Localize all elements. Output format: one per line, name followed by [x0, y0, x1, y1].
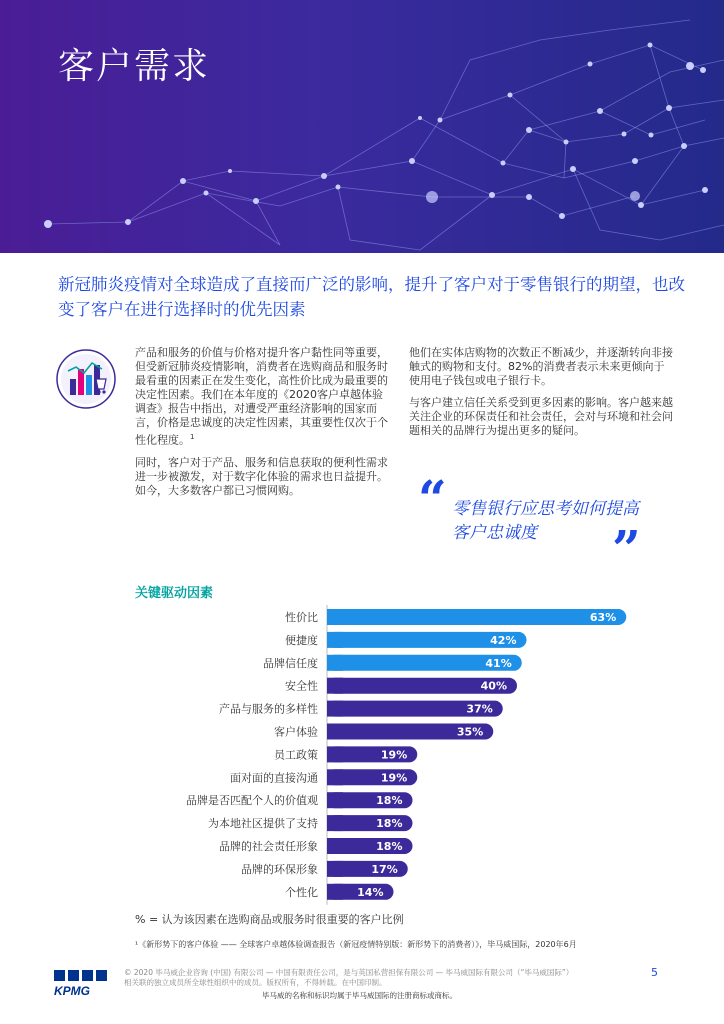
- value-label: 40%: [480, 679, 507, 693]
- kpmg-logo-text: KPMG: [54, 984, 90, 998]
- legal-text: [124, 968, 634, 988]
- right-paragraph-1: 他们在实体店购物的次数正不断减少，并逐渐转向非接触式的购物和支付。82%的消费者表示未来更倾向于使用电子钱包或电子银行卡。: [409, 346, 673, 387]
- bar-cap: [327, 884, 343, 900]
- value-label: 37%: [466, 702, 493, 716]
- page-title: 客户需求: [58, 46, 211, 87]
- category-label: 客户体验: [274, 725, 318, 739]
- pull-quote: 零售银行应思考如何提高客户忠诚度: [452, 499, 639, 543]
- category-label: 为本地社区提供了支持: [208, 817, 318, 831]
- bar-cap: [327, 815, 343, 831]
- value-label: 17%: [371, 862, 398, 876]
- value-label: 63%: [589, 611, 617, 624]
- legal-line-2: 相关联的独立成员所全球性组织中的成员。版权所有，不得转载。在中国印制。: [124, 978, 387, 987]
- category-label: 品牌的环保形象: [241, 862, 318, 876]
- category-label: 安全性: [285, 679, 318, 693]
- category-label: 品牌信任度: [263, 656, 318, 670]
- category-label: 面对面的直接沟通: [230, 771, 318, 785]
- value-label: 19%: [380, 748, 408, 762]
- left-column: [135, 346, 390, 506]
- category-label: 员工政策: [274, 748, 318, 762]
- bar-cap: [327, 678, 343, 694]
- bar-cap: [327, 655, 343, 671]
- category-label: 性价比: [285, 611, 318, 624]
- footnote: ¹《新形势下的客户体验 —— 全球客户卓越体验调查报告（新冠疫情特别版：新形势下的消费者）》，毕马威国际，2020年6月: [135, 940, 577, 949]
- category-label: 产品与服务的多样性: [219, 702, 318, 716]
- page-number: 5: [651, 966, 658, 979]
- legal-line-3: 毕马威的名称和标识均属于毕马威国际的注册商标或商标。: [262, 991, 457, 1000]
- bar-cap: [327, 724, 343, 740]
- left-paragraph-2: 同时，客户对于产品、服务和信息获取的便利性需求进一步被激发，对于数字化体验的需求也日益提升。如今，大多数客户都已习惯网购。: [135, 455, 388, 497]
- bar: [327, 609, 626, 625]
- value-label: 19%: [380, 771, 408, 785]
- bar-cap: [327, 609, 343, 625]
- bar-cap: [327, 746, 343, 762]
- quote-open-icon: “: [418, 469, 447, 528]
- category-label: 个性化: [285, 885, 318, 899]
- section-headline: 新冠肺炎疫情对全球造成了直接而广泛的影响，提升了客户对于零售银行的期望，也改变了客户在进行选择时的优先因素: [58, 275, 685, 319]
- quote-close-icon: ”: [612, 519, 641, 578]
- legal-line-1: © 2020 毕马威企业咨询 (中国) 有限公司 — 中国有限责任公司，是与英国私营担保有限公司 — 毕马威国际有限公司（“毕马威国际”）: [124, 968, 574, 977]
- right-column: [409, 346, 674, 446]
- value-label: 18%: [376, 840, 403, 853]
- value-label: 14%: [357, 885, 384, 899]
- value-label: 42%: [490, 633, 517, 647]
- value-label: 41%: [485, 656, 512, 670]
- category-label: 品牌的社会责任形象: [219, 840, 318, 853]
- category-label: 品牌是否匹配个人的价值观: [186, 794, 318, 808]
- value-label: 18%: [376, 817, 403, 831]
- kpmg-logo: [52, 968, 112, 998]
- value-label: 35%: [456, 725, 484, 739]
- value-label: 18%: [376, 794, 403, 808]
- hero-banner: [0, 0, 724, 253]
- bar-cap: [327, 792, 343, 808]
- footnote-ref: 1: [190, 433, 195, 441]
- left-paragraph-1: 产品和服务的价值与价格对提升客户黏性同等重要，但受新冠肺炎疫情影响，消费者在选购商品和服务时最看重的因素正在发生变化，高性价比成为最重要的决定性因素。我们在本年度的《2020客户卓越体验调查》报告中指出，对遭受严重经济影响的国家而言，价格是忠诚度的决定性因素，其重要性仅次于个性化程度。$^1$: [135, 346, 388, 447]
- category-label: 便捷度: [285, 633, 318, 647]
- right-paragraph-2: 与客户建立信任关系受到更多因素的影响。客户越来越关注企业的环保责任和社会责任，会对与环境和社会问题相关的品牌行为提出更多的疑问。: [409, 396, 673, 437]
- shopping-chart-icon: [56, 349, 116, 409]
- bar-cap: [327, 769, 343, 785]
- bar-cap: [327, 632, 343, 648]
- bar-cap: [327, 701, 343, 717]
- bar-cap: [327, 861, 343, 877]
- key-drivers-bar-chart: [120, 605, 640, 905]
- bar-cap: [327, 838, 343, 854]
- chart-title: 关键驱动因素: [135, 586, 214, 601]
- chart-note: % = 认为该因素在选购商品或服务时很重要的客户比例: [135, 913, 404, 926]
